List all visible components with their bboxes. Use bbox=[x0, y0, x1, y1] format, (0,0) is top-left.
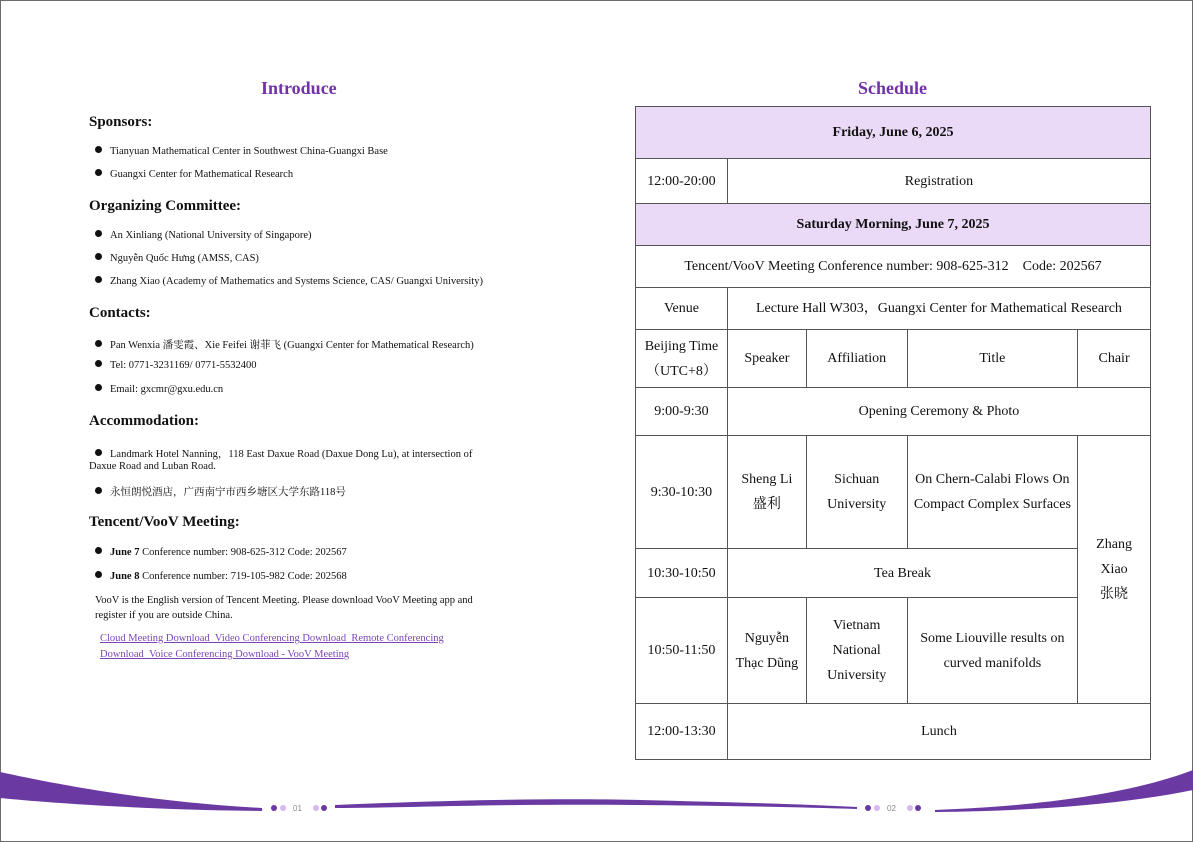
bullet-icon bbox=[95, 547, 102, 554]
time-header: Beijing Time （UTC+8） bbox=[636, 330, 728, 388]
talk1-speaker: Sheng Li 盛利 bbox=[727, 436, 806, 549]
footer-wave-decoration bbox=[0, 760, 1193, 840]
talk1-time: 9:30-10:30 bbox=[636, 436, 728, 549]
table-header-row bbox=[636, 330, 1151, 388]
meeting-june8: June 8 Conference number: 719-105-982 Code: 202568 bbox=[95, 571, 347, 582]
bullet-icon bbox=[95, 340, 102, 347]
footer-dot bbox=[280, 805, 286, 811]
footer-dot bbox=[907, 805, 913, 811]
contacts-heading: Contacts: bbox=[89, 305, 151, 321]
schedule-title: Schedule bbox=[858, 78, 928, 98]
table-row bbox=[636, 436, 1151, 549]
lunch-time: 12:00-13:30 bbox=[636, 704, 728, 760]
talk1-title: On Chern-Calabi Flows On Compact Complex Surfaces bbox=[907, 436, 1077, 549]
committee-item: An Xinliang (National University of Singapore) bbox=[95, 230, 312, 241]
voov-note: VooV is the English version of Tencent Meeting. Please download VooV Meeting app and register if you are outside China. bbox=[95, 595, 473, 621]
registration-label: Registration bbox=[727, 159, 1150, 204]
footer-dot bbox=[865, 805, 871, 811]
accommodation-item-continued: Daxue Road and Luban Road. bbox=[89, 461, 216, 472]
talk2-title: Some Liouville results on curved manifolds bbox=[907, 598, 1077, 704]
bullet-icon bbox=[95, 384, 102, 391]
talk2-speaker: Nguyễn Thạc Dũng bbox=[727, 598, 806, 704]
conference-info: Tencent/VooV Meeting Conference number: 908-625-312 Code: 202567 bbox=[636, 246, 1151, 288]
talk2-time: 10:50-11:50 bbox=[636, 598, 728, 704]
opening-time: 9:00-9:30 bbox=[636, 388, 728, 436]
contact-item: Tel: 0771-3231169/ 0771-5532400 bbox=[95, 360, 256, 371]
footer-dot bbox=[321, 805, 327, 811]
table-row bbox=[636, 246, 1151, 288]
table-row bbox=[636, 704, 1151, 760]
footer-dot bbox=[874, 805, 880, 811]
bullet-icon bbox=[95, 230, 102, 237]
bullet-icon bbox=[95, 571, 102, 578]
saturday-header: Saturday Morning, June 7, 2025 bbox=[636, 204, 1151, 246]
voov-download-link[interactable]: Cloud Meeting Download_Video Conferencing Download_Remote Conferencing Download_Voice Conferencing Download - VooV Meeting bbox=[100, 633, 444, 660]
speaker-header: Speaker bbox=[727, 330, 806, 388]
chair-header: Chair bbox=[1078, 330, 1151, 388]
bullet-icon bbox=[95, 146, 102, 153]
committee-heading: Organizing Committee: bbox=[89, 198, 242, 214]
table-row bbox=[636, 598, 1151, 704]
registration-time: 12:00-20:00 bbox=[636, 159, 728, 204]
table-row bbox=[636, 107, 1151, 159]
bullet-icon bbox=[95, 276, 102, 283]
page-number-right: 02 bbox=[887, 804, 896, 813]
committee-item: Nguyễn Quốc Hưng (AMSS, CAS) bbox=[95, 253, 259, 264]
table-row bbox=[636, 288, 1151, 330]
meeting-june7: June 7 Conference number: 908-625-312 Code: 202567 bbox=[95, 547, 347, 558]
title-header: Title bbox=[907, 330, 1077, 388]
venue-value: Lecture Hall W303，Guangxi Center for Mathematical Research bbox=[727, 288, 1150, 330]
sponsors-heading: Sponsors: bbox=[89, 114, 153, 130]
venue-label: Venue bbox=[636, 288, 728, 330]
contact-item: Pan Wenxia 潘雯霞、Xie Feifei 谢菲飞 (Guangxi Center for Mathematical Research) bbox=[95, 337, 474, 352]
lunch-label: Lunch bbox=[727, 704, 1150, 760]
accommodation-item: 永恒朗悦酒店，广西南宁市西乡塘区大学东路118号 bbox=[95, 484, 346, 499]
bullet-icon bbox=[95, 253, 102, 260]
bullet-icon bbox=[95, 360, 102, 367]
talk1-affiliation: Sichuan University bbox=[806, 436, 907, 549]
opening-label: Opening Ceremony & Photo bbox=[727, 388, 1150, 436]
footer-dot bbox=[271, 805, 277, 811]
bullet-icon bbox=[95, 449, 102, 456]
sponsor-item: Tianyuan Mathematical Center in Southwest China-Guangxi Base bbox=[95, 146, 388, 157]
accommodation-item: Landmark Hotel Nanning，118 East Daxue Road (Daxue Dong Lu), at intersection of bbox=[95, 446, 472, 461]
committee-item: Zhang Xiao (Academy of Mathematics and Systems Science, CAS/ Guangxi University) bbox=[95, 276, 483, 287]
footer-dot bbox=[915, 805, 921, 811]
footer-dot bbox=[313, 805, 319, 811]
bullet-icon bbox=[95, 487, 102, 494]
break-time: 10:30-10:50 bbox=[636, 549, 728, 598]
accommodation-heading: Accommodation: bbox=[89, 413, 199, 429]
table-row bbox=[636, 549, 1151, 598]
table-row bbox=[636, 204, 1151, 246]
affiliation-header: Affiliation bbox=[806, 330, 907, 388]
table-row bbox=[636, 388, 1151, 436]
bullet-icon bbox=[95, 169, 102, 176]
chair-cell: Zhang Xiao 张晓 bbox=[1078, 436, 1151, 704]
break-label: Tea Break bbox=[727, 549, 1077, 598]
contact-email[interactable]: Email: gxcmr@gxu.edu.cn bbox=[95, 384, 223, 395]
meeting-heading: Tencent/VooV Meeting: bbox=[89, 514, 240, 530]
introduce-title: Introduce bbox=[261, 78, 337, 98]
talk2-affiliation: Vietnam National University bbox=[806, 598, 907, 704]
friday-header: Friday, June 6, 2025 bbox=[636, 107, 1151, 159]
schedule-table bbox=[635, 106, 1151, 760]
sponsor-item: Guangxi Center for Mathematical Research bbox=[95, 169, 293, 180]
table-row bbox=[636, 159, 1151, 204]
page-number-left: 01 bbox=[293, 804, 302, 813]
